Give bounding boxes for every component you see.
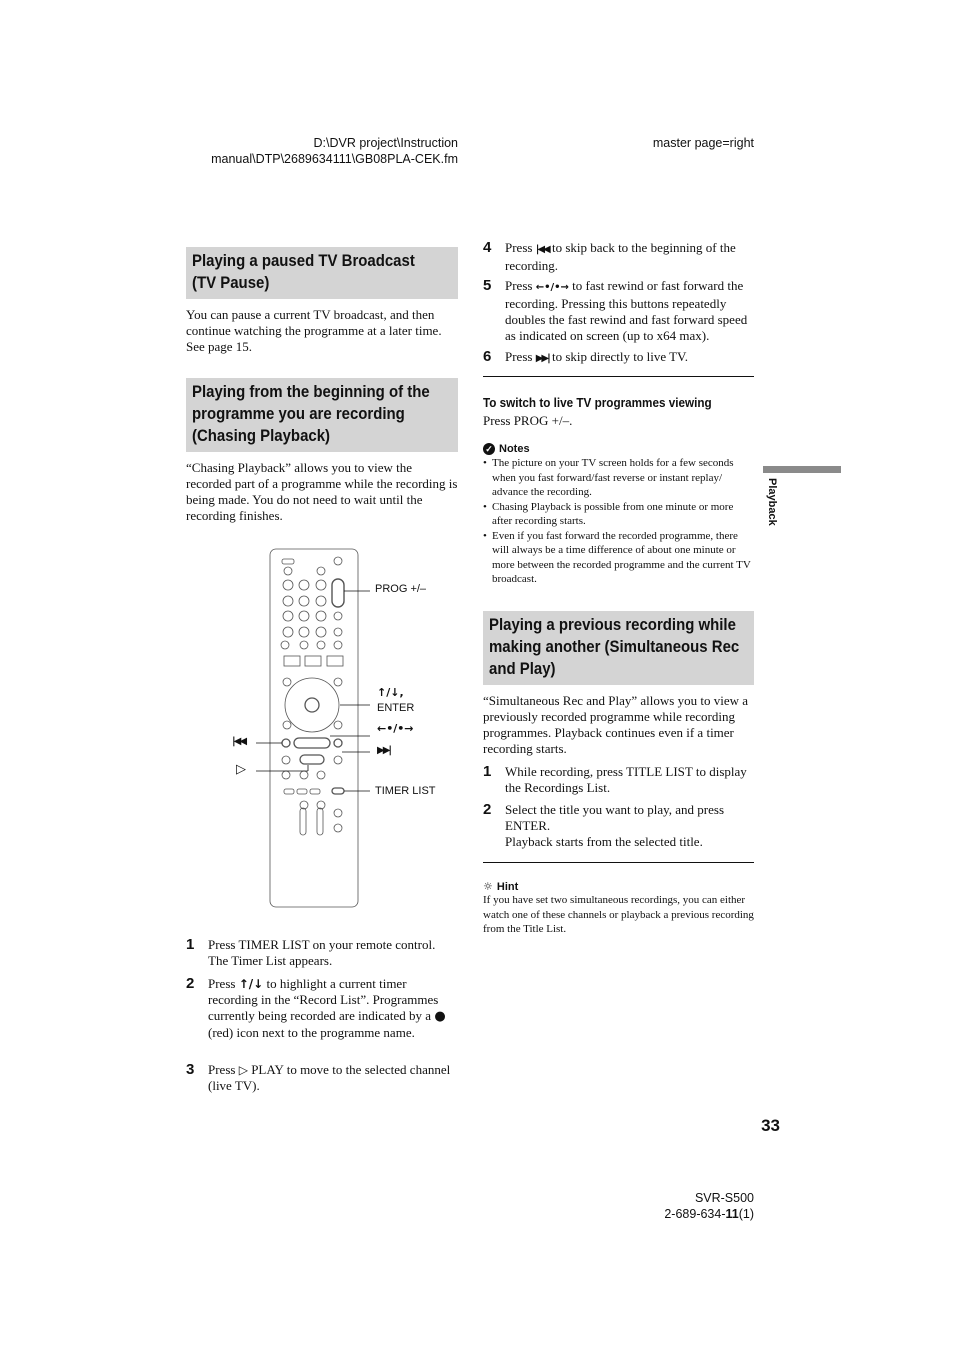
hint-block [483, 880, 754, 937]
up-down-arrow-icon: ↑/↓ [238, 977, 264, 991]
document-code: 2-689-634-11(1) [664, 1207, 754, 1221]
simul-title-line2: making another (Simultaneous Rec [489, 637, 740, 656]
remote-label-enter: ENTER [377, 702, 415, 714]
chasing-step-4 [483, 240, 754, 274]
file-path-line2: manual\DTP\2689634111\GB08PLA-CEK.fm [211, 152, 458, 166]
switch-live-body: Press PROG +/–. [483, 413, 573, 428]
chasing-step-5 [483, 278, 754, 344]
step-number: 2 [186, 975, 195, 992]
step-text: Press [208, 976, 239, 991]
chasing-step-1 [186, 937, 458, 969]
divider [483, 862, 754, 863]
file-path-line1: D:\DVR project\Instruction [313, 136, 458, 150]
prev-icon: |◀◀ [535, 244, 549, 255]
simul-title-line3: and Play) [489, 659, 556, 678]
chasing-step-3 [186, 1062, 458, 1094]
divider [483, 376, 754, 377]
step-text: Press [505, 240, 536, 255]
step-text: Press TIMER LIST on your remote control. The Timer List appears. [208, 937, 436, 968]
step-text: to skip directly to live TV. [548, 349, 689, 364]
file-path [200, 135, 458, 167]
step-text: (red) icon next to the programme name. [208, 1025, 415, 1040]
list-item: • The picture on your TV screen holds for a few seconds when you fast forward/fast reverse or instant replay/ advance the recording. [483, 456, 754, 500]
chasing-heading [186, 378, 458, 452]
tv-pause-heading [186, 247, 458, 299]
step-number: 2 [483, 801, 492, 818]
simul-body: “Simultaneous Rec and Play” allows you to view a previously recorded programme while recording programmes. Playback continues even if a timer recording starts. [483, 693, 749, 756]
simul-title-line1: Playing a previous recording while [489, 615, 736, 634]
list-item: • Even if you fast forward the recorded programme, there will always be a time difference of about one minute or more between the recorded programme and the current TV broadcast. [483, 529, 754, 587]
remote-label-arrows: ↑/↓, [377, 686, 404, 699]
master-page-label: master page=right [652, 136, 754, 150]
notes-block [483, 443, 754, 587]
rewind-forward-icon: ←•/•→ [535, 282, 569, 293]
red-dot-icon: ● [434, 1009, 446, 1024]
step-number: 3 [186, 1061, 195, 1078]
step-number: 6 [483, 348, 492, 365]
step-number: 1 [483, 763, 492, 780]
step-text: to fast rewind or fast forward the recording. Pressing this buttons repeatedly doubles the fast rewind and fast forward speed as indicated on screen (up to x64 max). [505, 278, 748, 343]
list-item: • Chasing Playback is possible from one minute or more after recording starts. [483, 500, 754, 529]
page-number: 33 [761, 1116, 780, 1135]
model-number: SVR-S500 [694, 1191, 754, 1205]
simul-step-1 [483, 764, 754, 796]
play-icon: ▷ [238, 1063, 248, 1077]
step-text: Select the title you want to play, and press ENTER. [505, 802, 725, 833]
remote-label-play: ▷ [236, 762, 246, 777]
simul-heading [483, 611, 754, 685]
remote-label-next: ▶▶| [377, 745, 391, 756]
side-tab-label: Playback [766, 478, 778, 526]
step-text: to highlight a current timer recording in the “Record List”. Programmes currently being recorded are indicated by a [208, 976, 439, 1023]
chasing-title-line3: (Chasing Playback) [192, 426, 331, 445]
step-text: Press [505, 278, 536, 293]
step-number: 4 [483, 239, 492, 256]
simul-step-2 [483, 802, 754, 850]
step-number: 1 [186, 936, 195, 953]
tv-pause-title-line2: (TV Pause) [192, 273, 270, 292]
lightbulb-icon: ☼ [483, 880, 493, 893]
remote-illustration [228, 545, 458, 913]
remote-label-prev: |◀◀ [232, 736, 246, 747]
chasing-title-line1: Playing from the beginning of the [192, 382, 430, 401]
step-text: PLAY to move to the selected channel (live TV). [208, 1062, 451, 1093]
next-icon: ▶▶| [535, 353, 549, 364]
chasing-body: “Chasing Playback” allows you to view the recorded part of a programme while the recording is being made. You do not need to wait until the recording finishes. [186, 460, 458, 523]
remote-label-timer: TIMER LIST [375, 785, 436, 797]
notes-icon: ✓ [483, 443, 495, 455]
step-text: While recording, press TITLE LIST to display the Recordings List. [505, 764, 747, 795]
step-number: 5 [483, 277, 492, 294]
step-text: Playback starts from the selected title. [505, 834, 703, 849]
step-text: Press [208, 1062, 239, 1077]
switch-live-title: To switch to live TV programmes viewing [483, 395, 712, 410]
step-text: Press [505, 349, 536, 364]
step-text: to skip back to the beginning of the recording. [505, 240, 736, 273]
remote-control-icon [228, 545, 458, 913]
remote-label-prog: PROG +/– [375, 583, 427, 595]
hint-body: If you have set two simultaneous recordings, you can either watch one of these channels or playback a previous recording from the Title List. [483, 894, 754, 935]
hint-title: Hint [496, 880, 519, 893]
tv-pause-body: You can pause a current TV broadcast, and then continue watching the programme at a later time. See page 15. [186, 307, 442, 354]
notes-list [483, 456, 754, 587]
chasing-step-6 [483, 349, 754, 367]
chasing-step-2 [186, 976, 458, 1041]
notes-title: Notes [499, 443, 530, 455]
chasing-title-line2: programme you are recording [192, 404, 405, 423]
side-tab-bar [763, 466, 841, 473]
remote-label-ff: ←•/•→ [377, 722, 414, 735]
tv-pause-title-line1: Playing a paused TV Broadcast [192, 251, 415, 270]
